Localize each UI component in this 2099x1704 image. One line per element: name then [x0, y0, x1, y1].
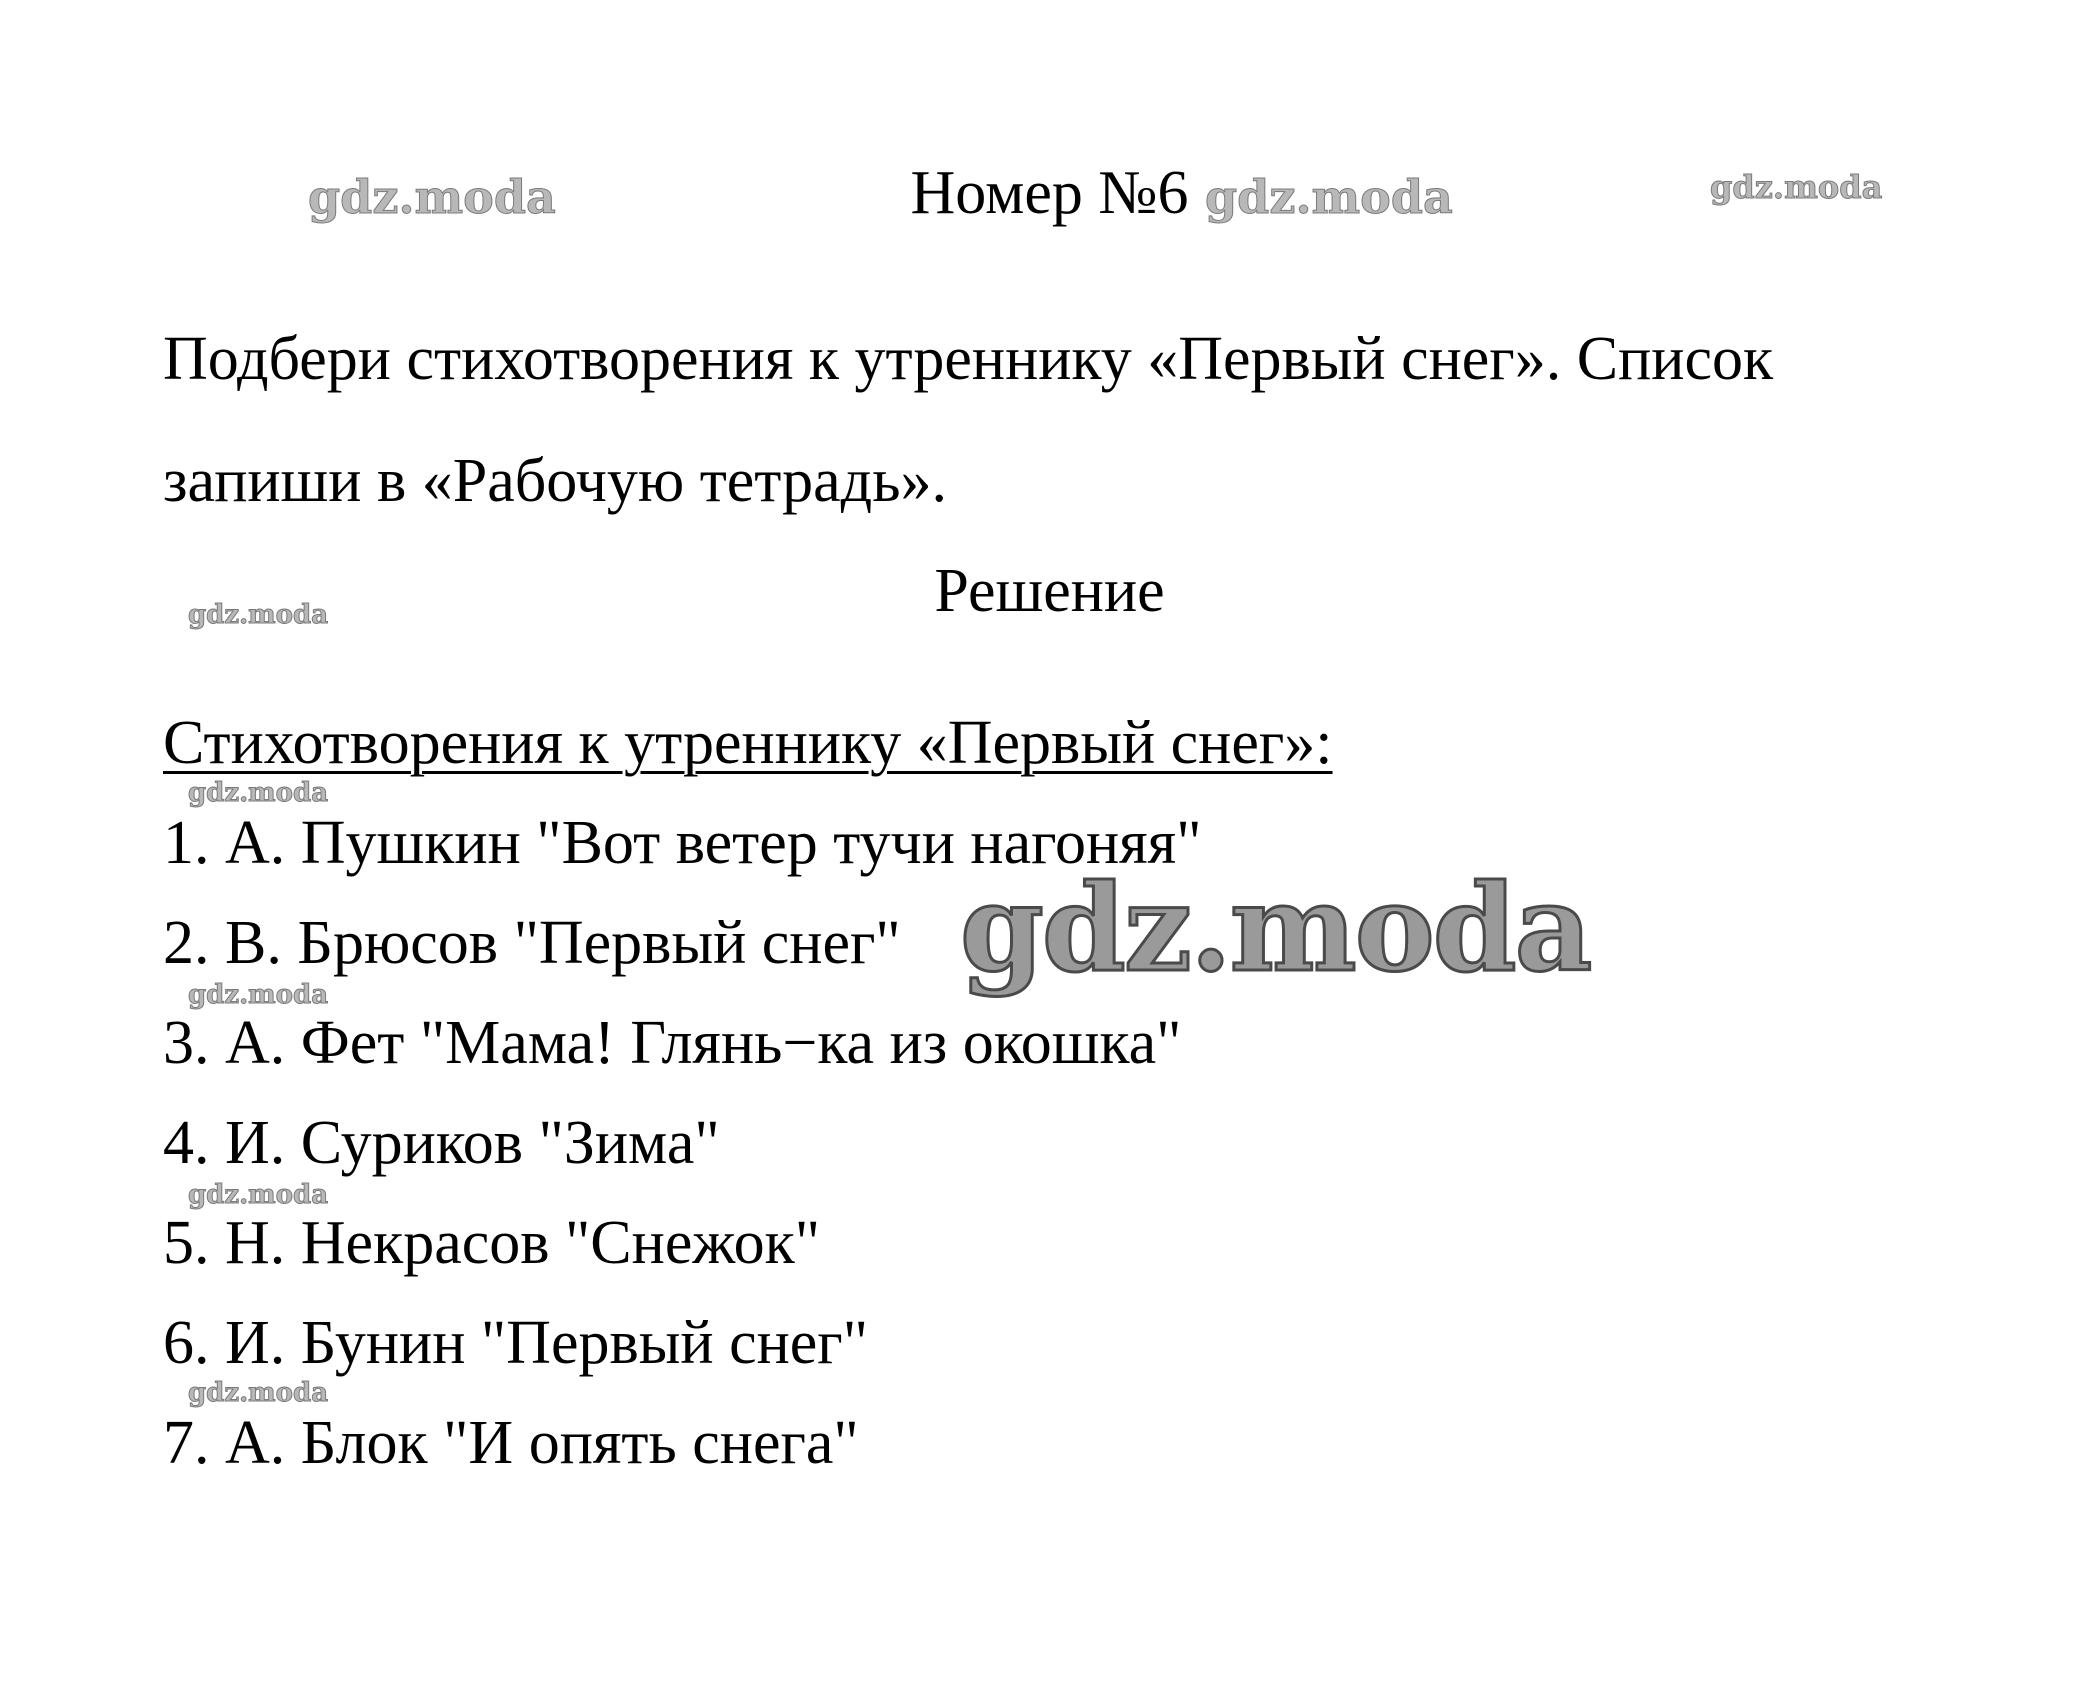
- watermark: gdz.moda: [188, 600, 329, 630]
- list-item: 6. И. Бунин "Первый снег": [163, 1309, 869, 1377]
- watermark: gdz.moda: [188, 1378, 329, 1408]
- list-heading: Стихотворения к утреннику «Первый снег»:: [163, 709, 1333, 777]
- list-item: 4. И. Суриков "Зима": [163, 1109, 720, 1177]
- list-item: 2. В. Брюсов "Первый снег": [163, 909, 901, 977]
- watermark: gdz.moda: [1205, 170, 1453, 224]
- watermark: gdz.moda: [188, 778, 329, 808]
- list-item: 5. Н. Некрасов "Снежок": [163, 1209, 821, 1277]
- watermark: gdz.moda: [1710, 168, 1883, 206]
- solution-title: Решение: [934, 557, 1165, 625]
- watermark: gdz.moda: [188, 980, 329, 1010]
- task-text: [163, 298, 1963, 542]
- watermark: gdz.moda: [308, 170, 556, 224]
- list-item: 3. А. Фет "Мама! Глянь−ка из окошка": [163, 1009, 1182, 1077]
- watermark: gdz.moda: [188, 1180, 329, 1210]
- list-item: 1. А. Пушкин "Вот ветер тучи нагоняя": [163, 809, 1202, 877]
- task-line-1: Подбери стихотворения к утреннику «Первый снег». Список: [163, 325, 1774, 393]
- task-line-2: запиши в «Рабочую тетрадь».: [163, 447, 947, 515]
- watermark-large: gdz.moda: [960, 858, 1591, 999]
- page-title: Номер №6: [910, 159, 1189, 227]
- list-item: 7. А. Блок "И опять снега": [163, 1409, 859, 1477]
